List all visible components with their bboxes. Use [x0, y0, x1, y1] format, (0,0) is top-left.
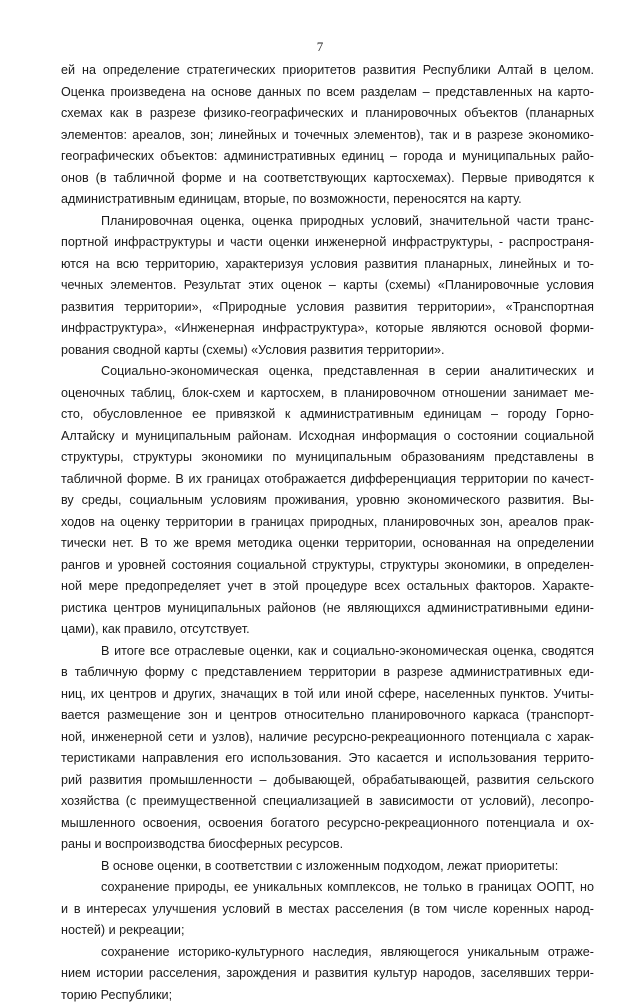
text-line: структуры, структуры экономики по муниципальным образованиям представлены в — [61, 447, 594, 469]
text-line: и в интересах улучшения условий в местах расселения (в том числе коренных народ- — [61, 899, 594, 921]
text-line: административным единицам, вторые, по возможности, переносятся на карту. — [61, 189, 594, 211]
text-line: ходов на оценку территории в границах природных, планировочных зон, ареалов прак- — [61, 512, 594, 534]
text-line: сохранение историко-культурного наследия, являющегося уникальным отраже- — [61, 942, 594, 964]
paragraph — [61, 942, 594, 1006]
text-line: чечных элементов. Результат этих оценок – карты (схемы) «Планировочные условия — [61, 275, 594, 297]
text-line: В итоге все отраслевые оценки, как и социально-экономическая оценка, сводятся — [61, 641, 594, 663]
paragraph — [61, 60, 594, 211]
paragraph — [61, 641, 594, 856]
text-line: ной, инженерной сети и узлов), наличие ресурсно-рекреационного потенциала с харак- — [61, 727, 594, 749]
page-number: 7 — [0, 39, 640, 55]
document-body — [61, 60, 594, 1006]
text-line: ностей) и рекреации; — [61, 920, 594, 942]
text-line: табличной форме. В их границах отображается дифференциация территории по качест- — [61, 469, 594, 491]
text-line: раны и воспроизводства биосферных ресурсов. — [61, 834, 594, 856]
text-line: оценочных таблиц, блок-схем и картосхем, в планировочном отношении занимает ме- — [61, 383, 594, 405]
text-line: ются на всю территорию, характеризуя условия развития планарных, линейных и то- — [61, 254, 594, 276]
text-line: Планировочная оценка, оценка природных условий, значительной части транс- — [61, 211, 594, 233]
text-line: ниц, их центров и других, значащих в той или иной сфере, населенных пунктов. Учиты- — [61, 684, 594, 706]
text-line: теристиками направления его использования. Это касается и использования террито- — [61, 748, 594, 770]
text-line: вается размещение зон и центров относительно планировочного каркаса (транспорт- — [61, 705, 594, 727]
text-line: онов (в табличной форме и на соответствующих картосхемах). Первые приводятся к — [61, 168, 594, 190]
text-line: ристика центров муниципальных районов (не являющихся административными едини- — [61, 598, 594, 620]
text-line: схемах как в разрезе физико-географических и планировочных объектов (планарных — [61, 103, 594, 125]
text-line: ей на определение стратегических приоритетов развития Республики Алтай в целом. — [61, 60, 594, 82]
text-line: развития территории», «Природные условия развития территории», «Транспортная — [61, 297, 594, 319]
paragraph — [61, 361, 594, 641]
text-line: сто, обусловленное ее привязкой к административным единицам – городу Горно- — [61, 404, 594, 426]
text-line: географических объектов: административных единиц – города и муниципальных райо- — [61, 146, 594, 168]
text-line: Оценка произведена на основе данных по всем разделам – представленных на карто- — [61, 82, 594, 104]
text-line: сохранение природы, ее уникальных комплексов, не только в границах ООПТ, но — [61, 877, 594, 899]
text-line: нием истории расселения, зарождения и развития культур народов, заселявших терри- — [61, 963, 594, 985]
paragraph — [61, 877, 594, 942]
text-line: портной инфраструктуры и части оценки инженерной инфраструктуры, - распространя- — [61, 232, 594, 254]
text-line: цами), как правило, отсутствует. — [61, 619, 594, 641]
text-line: рий развития промышленности – добывающей, обрабатывающей, развития сельского — [61, 770, 594, 792]
text-line: хозяйства (с преимущественной специализацией в зависимости от условий), лесопро- — [61, 791, 594, 813]
text-line: тически нет. В то же время методика оценки территории, основанная на определении — [61, 533, 594, 555]
text-line: Социально-экономическая оценка, представленная в серии аналитических и — [61, 361, 594, 383]
text-line: инфраструктура», «Инженерная инфраструктура», которые являются основой форми- — [61, 318, 594, 340]
text-line: элементов: ареалов, зон; линейных и точечных элементов), так и в разрезе экономико- — [61, 125, 594, 147]
text-line: мышленного освоения, освоения богатого ресурсно-рекреационного потенциала и ох- — [61, 813, 594, 835]
text-line: ной мере предопределяет учет в этой процедуре всех остальных факторов. Характе- — [61, 576, 594, 598]
text-line: Алтайску и муниципальным районам. Исходная информация о состоянии социальной — [61, 426, 594, 448]
paragraph — [61, 856, 594, 878]
text-line: рангов и уровней состояния социальной структуры, структуры экономики, в определен- — [61, 555, 594, 577]
text-line: в табличную форму с представлением территории в разрезе административных еди- — [61, 662, 594, 684]
text-line: торию Республики; — [61, 985, 594, 1006]
text-line: ву среды, социальным условиям проживания, уровню экономического развития. Вы- — [61, 490, 594, 512]
text-line: рования сводной карты (схемы) «Условия развития территории». — [61, 340, 594, 362]
text-line: В основе оценки, в соответствии с изложенным подходом, лежат приоритеты: — [61, 856, 594, 878]
paragraph — [61, 211, 594, 362]
